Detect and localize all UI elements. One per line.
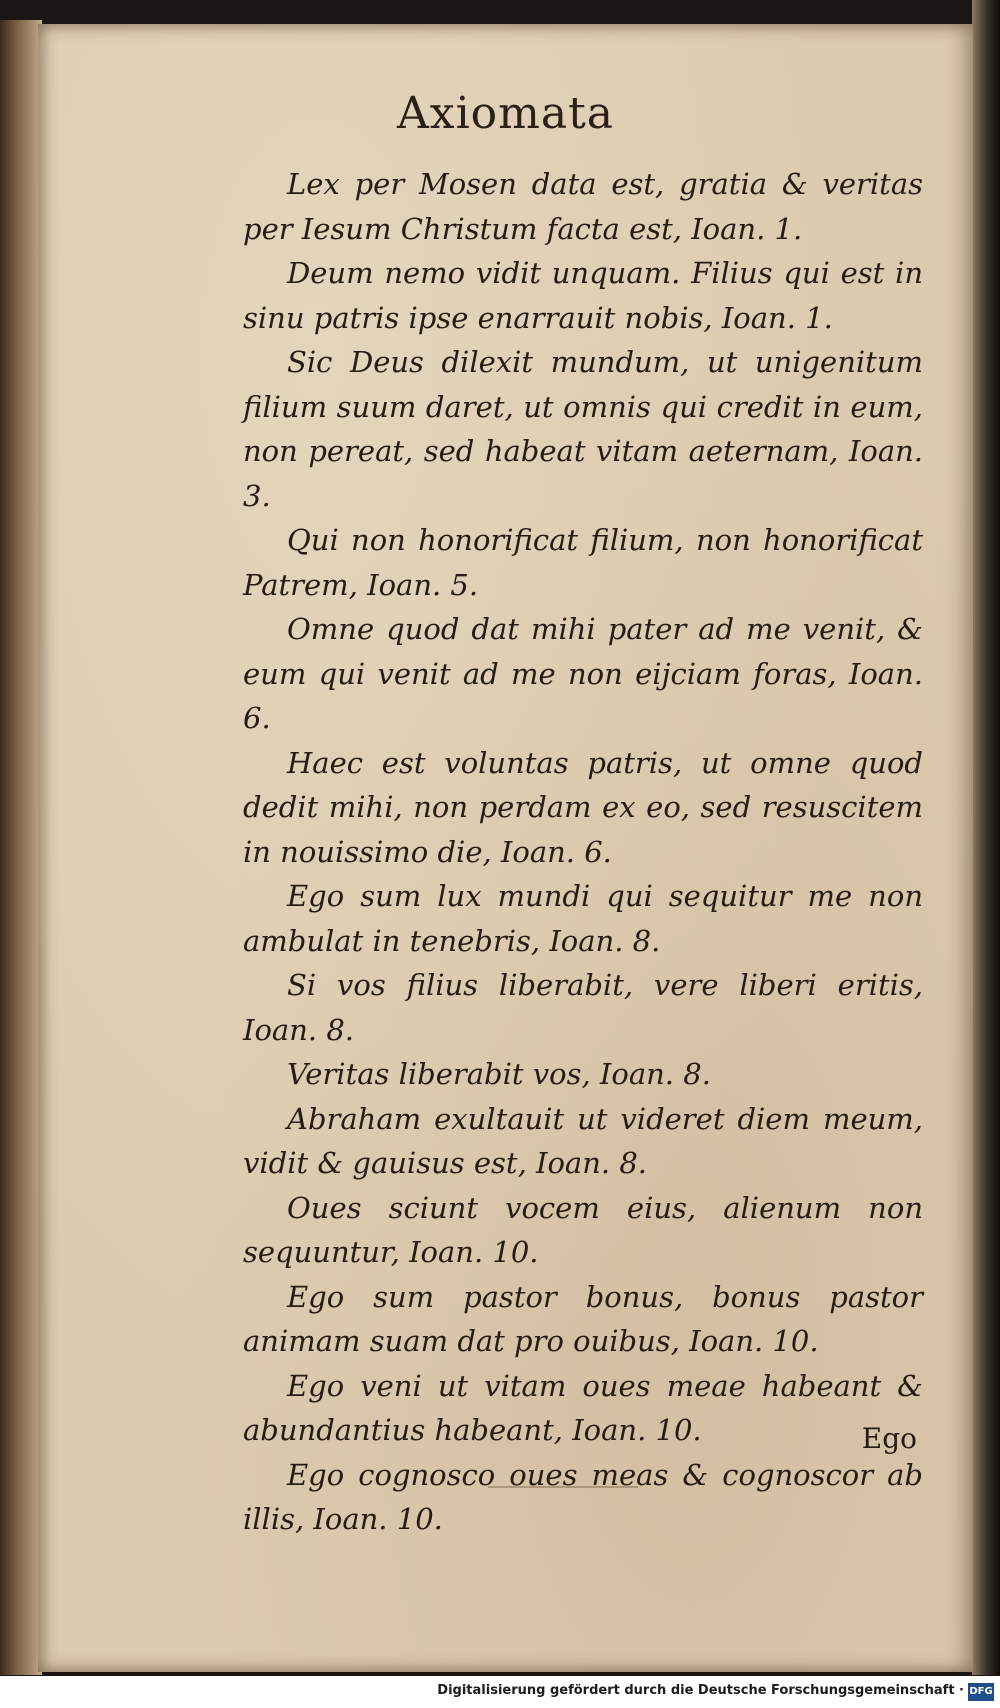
catchword: Ego [861,1422,917,1455]
digitization-footer [0,1676,1000,1708]
axiom-list [243,162,923,1542]
axiom-entry: Haec est voluntas patris, ut omne quod dedit mihi, non perdam ex eo, sed resuscitem in nouissimo die, Ioan. 6. [243,745,923,869]
axiom-entry: Sic Deus dilexit mundum, ut unigenitum filium suum daret, ut omnis qui credit in eum, non pereat, sed habeat vitam aeternam, Ioan. 3. [243,345,923,513]
book-page [38,24,973,1672]
axiom-entry: Ego sum pastor bonus, bonus pastor animam suam dat pro ouibus, Ioan. 10. [243,1279,923,1358]
axiom-entry: Ego veni ut vitam oues meae habeant & abundantius habeant, Ioan. 10. [243,1368,923,1447]
running-head: Axiomata [396,88,615,139]
axiom-entry: Omne quod dat mihi pater ad me venit, & eum qui venit ad me non eijciam foras, Ioan. 6. [243,612,923,735]
axiom-entry: Ego sum lux mundi qui sequitur me non ambulat in tenebris, Ioan. 8. [243,879,923,958]
axiom-entry: Lex per Mosen data est, gratia & veritas per Iesum Christum facta est, Ioan. 1. [243,167,923,246]
axiom-entry: Qui non honorificat filium, non honorificat Patrem, Ioan. 5. [243,523,923,602]
funding-credit: Digitalisierung gefördert durch die Deutsche Forschungsgemeinschaft · [437,1683,964,1698]
book-fore-edge [972,0,1000,1675]
axiom-entry: Deum nemo vidit unquam. Filius qui est in sinu patris ipse enarrauit nobis, Ioan. 1. [243,256,923,335]
axiom-entry: Oues sciunt vocem eius, alienum non sequuntur, Ioan. 10. [243,1190,923,1269]
axiom-entry: Ego cognosco oues meas & cognoscor ab illis, Ioan. 10. [243,1457,923,1536]
printer-ornament-rule [488,1486,638,1488]
dfg-logo-icon: DFG [968,1683,994,1701]
axiom-entry: Veritas liberabit vos, Ioan. 8. [287,1057,711,1091]
book-spine-edge [0,20,42,1675]
axiom-entry: Abraham exultauit ut videret diem meum, vidit & gauisus est, Ioan. 8. [243,1101,923,1180]
axiom-entry: Si vos filius liberabit, vere liberi eritis, Ioan. 8. [243,968,923,1047]
